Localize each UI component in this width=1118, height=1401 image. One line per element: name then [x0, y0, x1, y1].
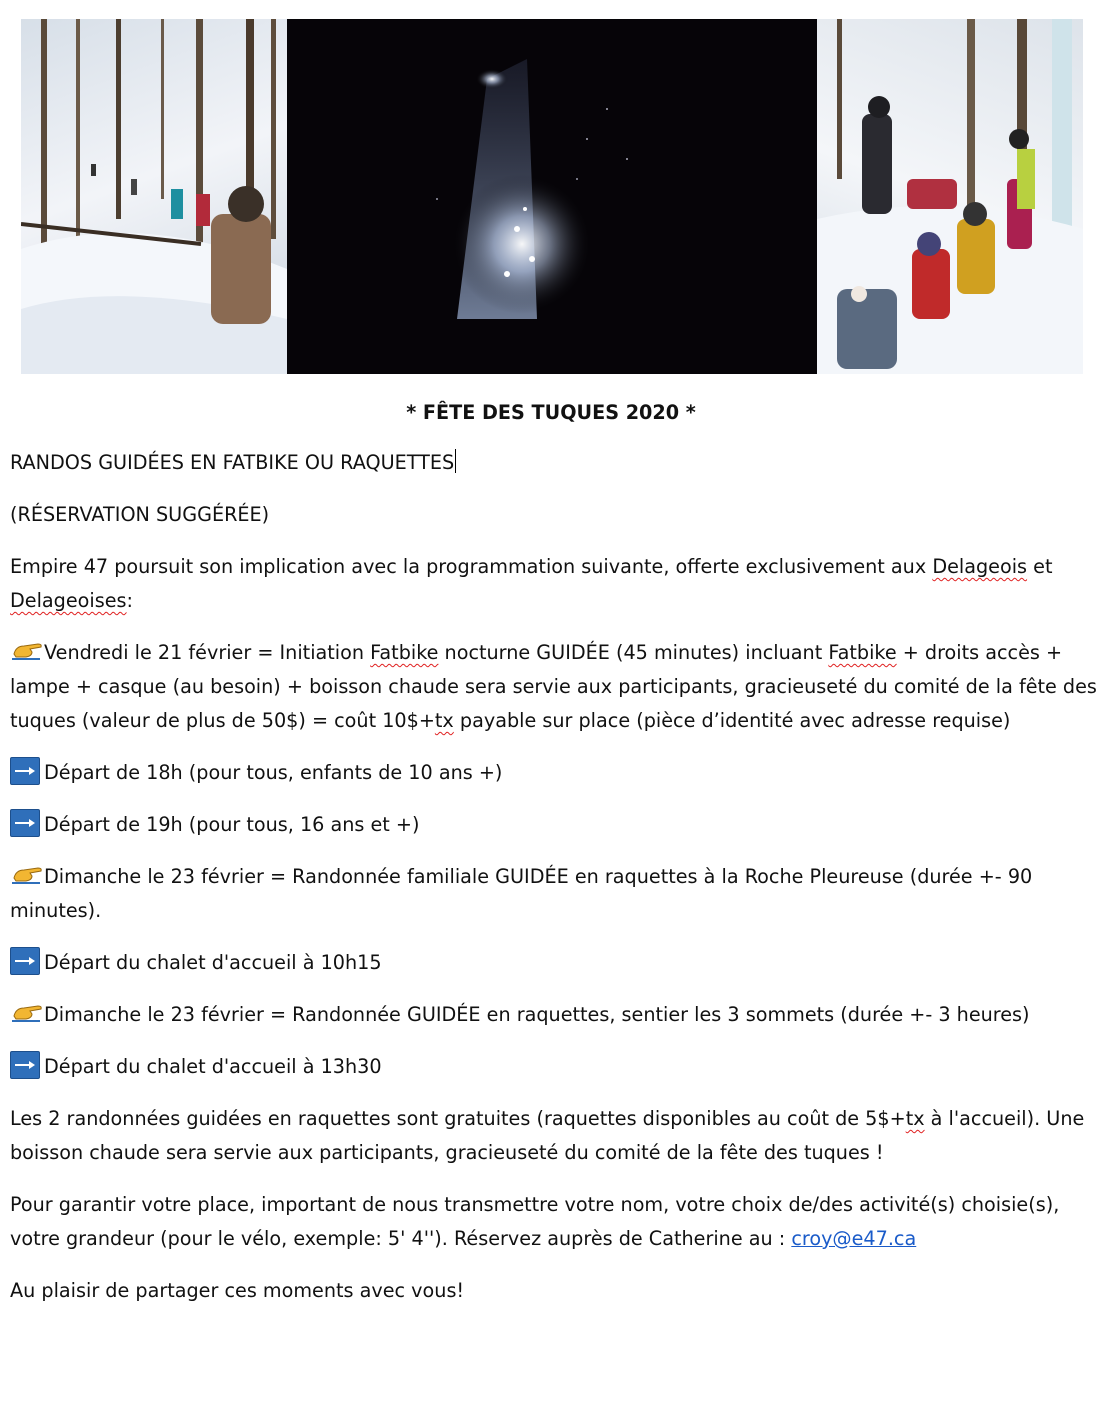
event3-text: Dimanche le 23 février = Randonnée GUIDÉE en raquettes, sentier les 3 sommets (durée +- 3 heures)	[44, 1003, 1030, 1026]
intro-word-delageoises: Delageoises	[10, 589, 127, 612]
free-hikes-note	[10, 1102, 1100, 1170]
document-body	[10, 396, 1100, 1326]
closing-line: Au plaisir de partager ces moments avec vous!	[10, 1279, 465, 1302]
pointing-hand-icon	[10, 1002, 44, 1024]
subtitle	[10, 446, 1100, 480]
free-note-a: Les 2 randonnées guidées en raquettes sont gratuites (raquettes disponibles au coût de 5$+	[10, 1107, 906, 1130]
event1-fatbike-1: Fatbike	[370, 641, 439, 664]
event2-text: Dimanche le 23 février = Randonnée familiale GUIDÉE en raquettes à la Roche Pleureuse (durée +- 90 minutes).	[10, 865, 1033, 922]
departure-18h-text: Départ de 18h (pour tous, enfants de 10 ans +)	[44, 761, 503, 784]
right-arrow-icon	[10, 1051, 40, 1079]
reservation-note: (RÉSERVATION SUGGÉRÉE)	[10, 503, 270, 526]
pointing-hand-icon	[10, 640, 44, 662]
event-3-sommets	[10, 998, 1100, 1032]
right-arrow-icon	[10, 757, 40, 785]
departure-10h15	[10, 946, 1100, 980]
reserve-text: Pour garantir votre place, important de nous transmettre votre nom, votre choix de/des activité(s) choisie(s), votre grandeur (pour le vélo, exemple: 5' 4''). Réservez auprès de Catherine au :	[10, 1193, 1060, 1250]
intro-text: Empire 47 poursuit son implication avec la programmation suivante, offerte exclusivement aux	[10, 555, 933, 578]
event-roche-pleureuse	[10, 860, 1100, 928]
right-arrow-icon	[10, 947, 40, 975]
reservation-paragraph	[10, 1188, 1100, 1256]
page-title: * FÊTE DES TUQUES 2020 *	[406, 401, 696, 424]
email-link[interactable]: croy@e47.ca	[791, 1227, 917, 1250]
departure-19h-text: Départ de 19h (pour tous, 16 ans et +)	[44, 813, 420, 836]
free-note-b: à l'accueil). Une boisson chaude sera servie aux participants, gracieuseté du comité de la fête des tuques !	[10, 1107, 1085, 1164]
right-arrow-icon	[10, 809, 40, 837]
event1-text-b: nocturne GUIDÉE (45 minutes) incluant	[438, 641, 829, 664]
intro-word-delageois: Delageois	[932, 555, 1028, 578]
photo-banner	[21, 19, 1083, 374]
event-fatbike-paragraph	[10, 636, 1100, 738]
photo-night-fatbike	[287, 19, 817, 374]
free-note-tx: tx	[905, 1107, 925, 1130]
pointing-hand-icon	[10, 864, 44, 886]
intro-mid: et	[1027, 555, 1053, 578]
event1-tx: tx	[434, 709, 454, 732]
photo-snowshoe-hikers	[21, 19, 287, 374]
event1-text-c: + droits accès + lampe + casque (au besoin) + boisson chaude sera servie aux participants, gracieuseté du comité de la fête des tuques (valeur de plus de 50$) = coût 10$+	[10, 641, 1097, 732]
subtitle-text: RANDOS GUIDÉES EN FATBIKE OU RAQUETTES	[10, 451, 455, 474]
event1-text-d: payable sur place (pièce d’identité avec adresse requise)	[453, 709, 1011, 732]
event1-fatbike-2: Fatbike	[828, 641, 897, 664]
intro-end: :	[126, 589, 133, 612]
photo-kids-hot-drinks	[817, 19, 1083, 374]
departure-13h30	[10, 1050, 1100, 1084]
departure-18h	[10, 756, 1100, 790]
intro-paragraph	[10, 550, 1100, 618]
departure-13h30-text: Départ du chalet d'accueil à 13h30	[44, 1055, 382, 1078]
event1-text-a: Vendredi le 21 février = Initiation	[44, 641, 371, 664]
departure-19h	[10, 808, 1100, 842]
text-cursor	[455, 449, 456, 473]
departure-10h15-text: Départ du chalet d'accueil à 10h15	[44, 951, 382, 974]
